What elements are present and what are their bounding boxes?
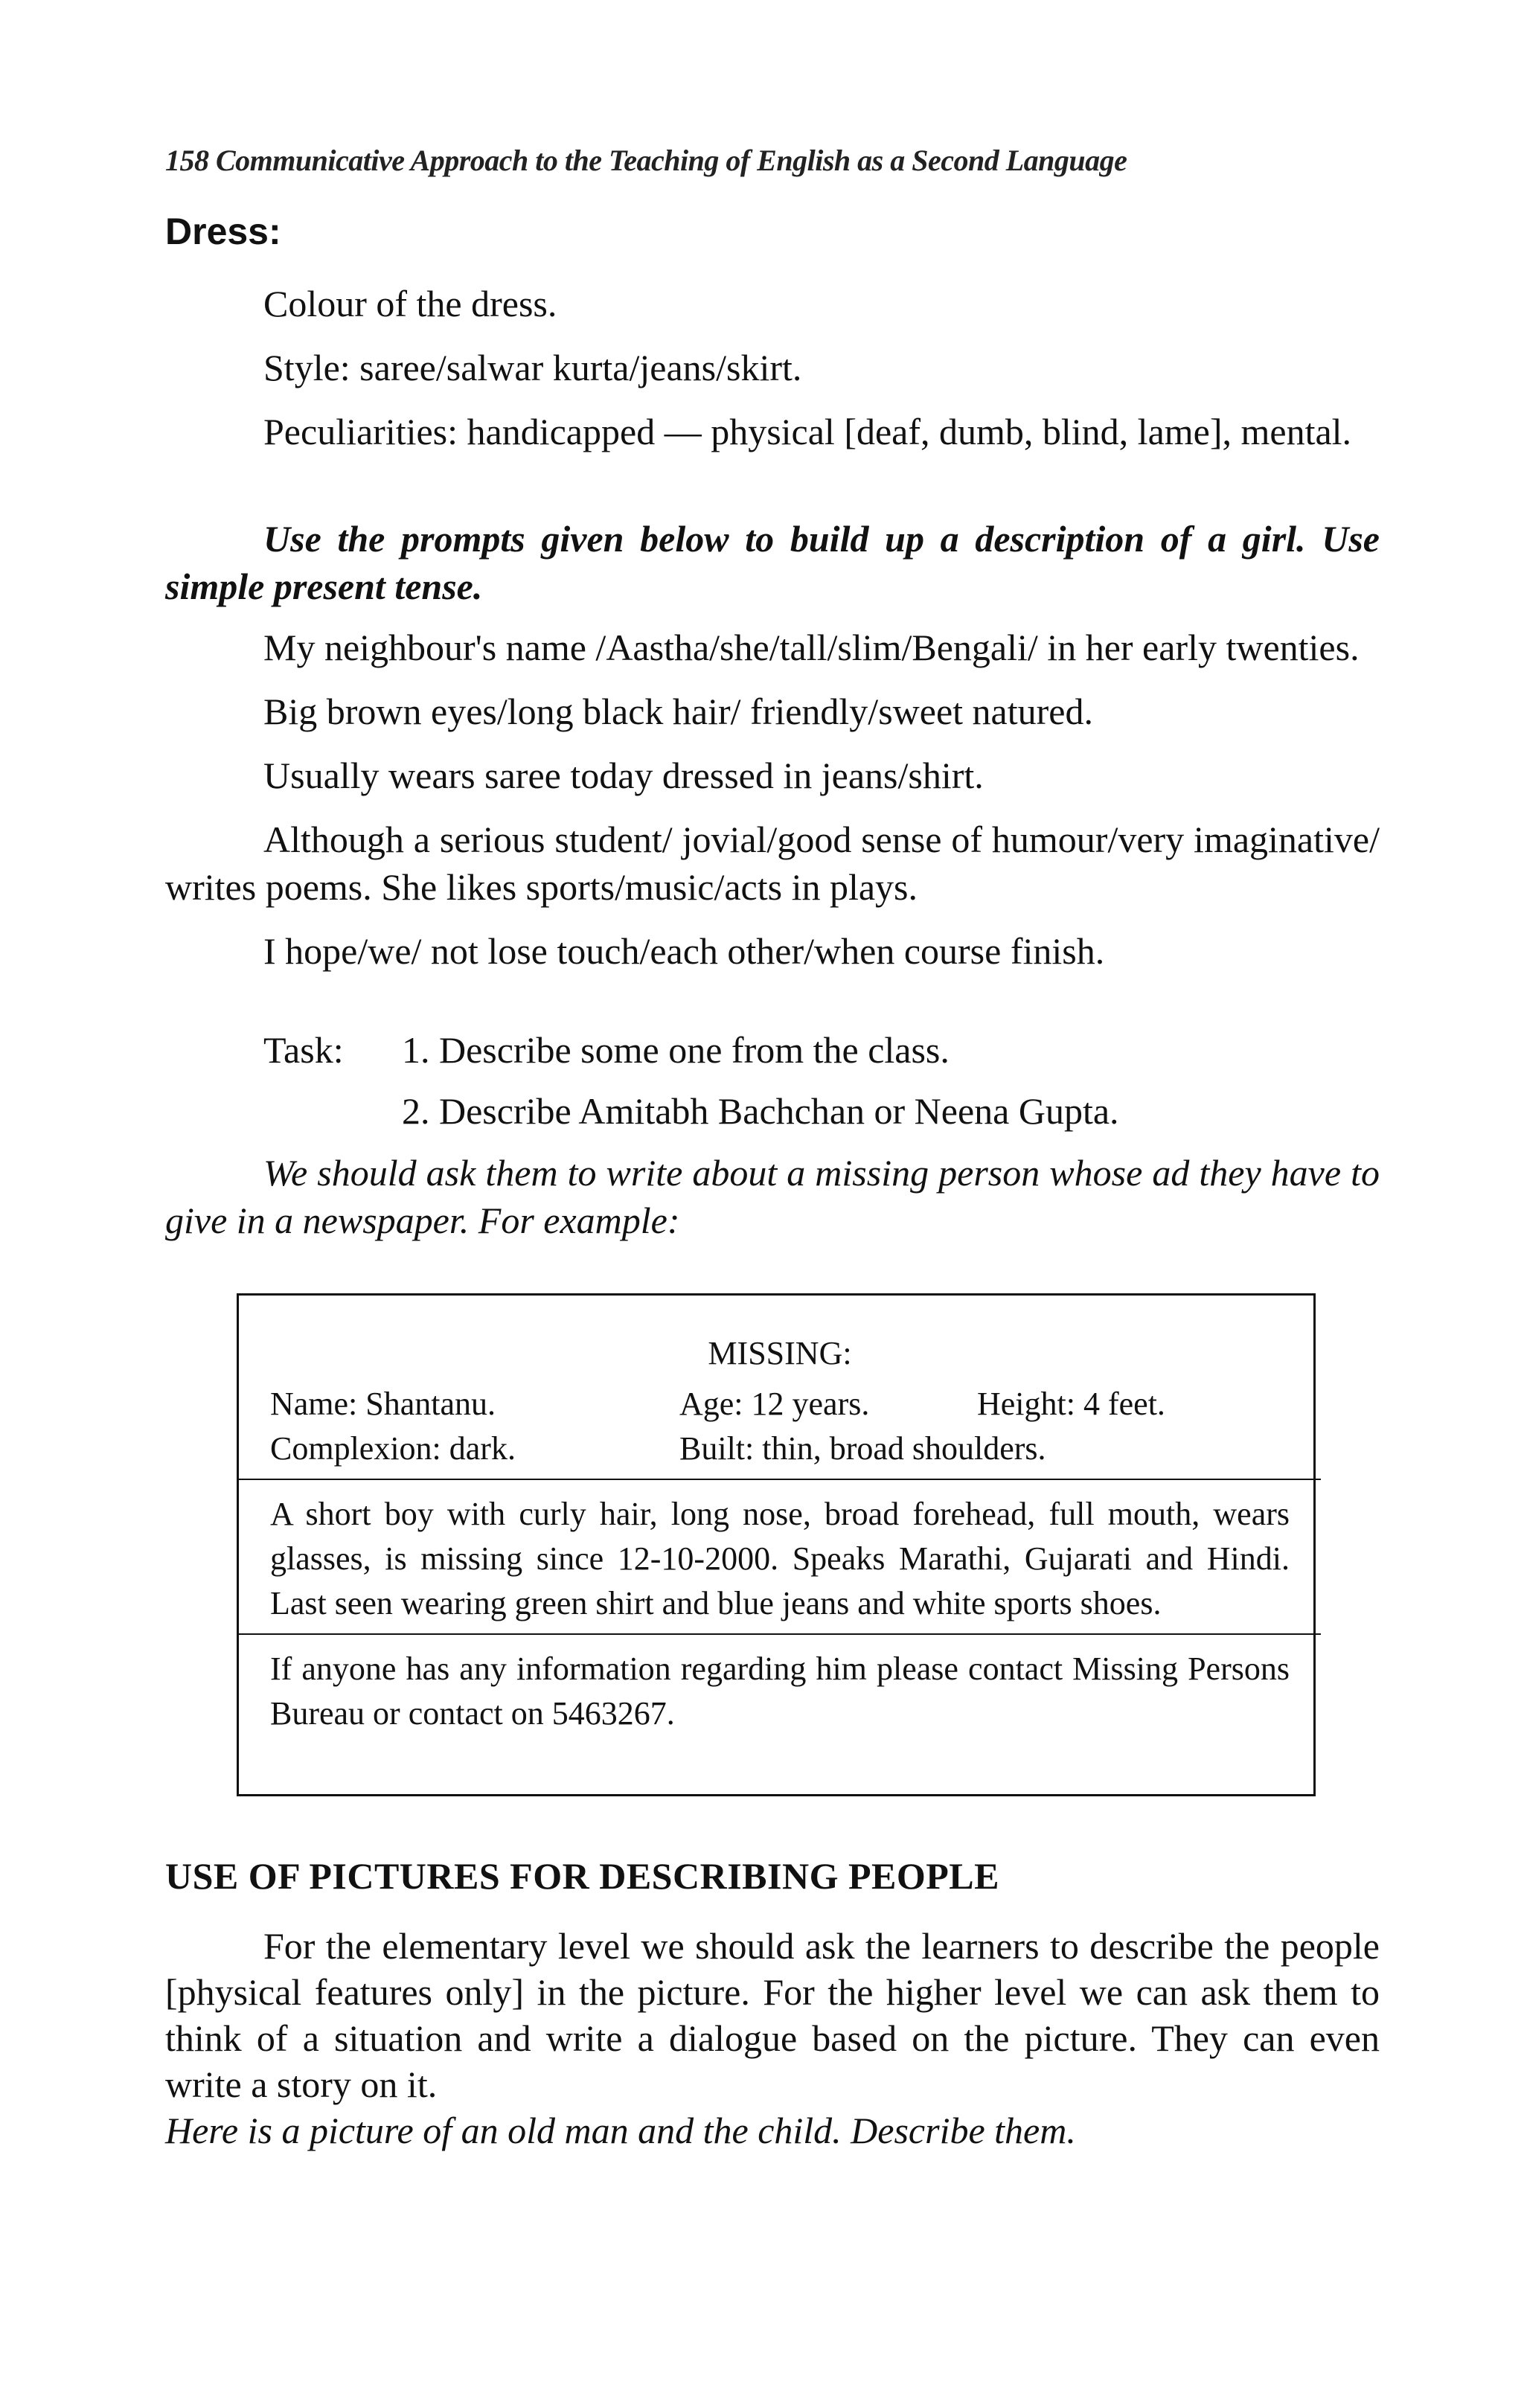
missing-name: Name: Shantanu. bbox=[270, 1386, 496, 1422]
missing-ad-title: MISSING: bbox=[708, 1335, 852, 1371]
missing-ad-divider bbox=[239, 1479, 1321, 1480]
task-label: Task: bbox=[263, 1029, 344, 1071]
missing-height: Height: 4 feet. bbox=[977, 1386, 1165, 1422]
section-paragraph: For the elementary level we should ask the learners to describe the people [physical features only] in the picture. For the higher level we can ask them to think of a situation and write a dialogue based on the picture. They can even write a story on it. bbox=[165, 1925, 1380, 2105]
missing-description: A short boy with curly hair, long nose, broad forehead, full mouth, wears glasses, is missing since 12-10-2000. Speaks Marathi, Gujarati and Hindi. Last seen wearing green shirt and blue jeans and white sports shoes. bbox=[270, 1496, 1290, 1621]
running-header: 158 Communicative Approach to the Teaching of English as a Second Language bbox=[165, 144, 1127, 177]
prompts-instruction-block bbox=[165, 515, 1380, 610]
section-instruction: Here is a picture of an old man and the child. Describe them. bbox=[165, 2110, 1076, 2151]
prompts-instruction: Use the prompts given below to build up a description of a girl. Use simple present tense. bbox=[165, 518, 1380, 607]
missing-ad-row bbox=[270, 1382, 1290, 1426]
prompt-item: I hope/we/ not lose touch/each other/when course finish. bbox=[263, 930, 1105, 972]
prompt-item: Big brown eyes/long black hair/ friendly/sweet natured. bbox=[263, 691, 1093, 732]
dress-style: Style: saree/salwar kurta/jeans/skirt. bbox=[263, 347, 802, 388]
dress-items bbox=[165, 280, 1380, 455]
section-body bbox=[165, 1923, 1380, 2154]
section-heading: USE OF PICTURES FOR DESCRIBING PEOPLE bbox=[165, 1855, 999, 1897]
missing-contact: If anyone has any information regarding him please contact Missing Persons Bureau or contact on 5463267. bbox=[270, 1650, 1290, 1732]
task-item: 2. Describe Amitabh Bachchan or Neena Gupta. bbox=[402, 1090, 1119, 1132]
prompt-item: My neighbour's name /Aastha/she/tall/slim/Bengali/ in her early twenties. bbox=[263, 627, 1360, 668]
missing-age: Age: 12 years. bbox=[679, 1386, 870, 1422]
missing-ad-row bbox=[270, 1426, 1290, 1471]
missing-instruction: We should ask them to write about a missing person whose ad they have to give in a newspaper. For example: bbox=[165, 1152, 1380, 1241]
prompt-item: Although a serious student/ jovial/good sense of humour/very imaginative/ writes poems. She likes sports/music/acts in plays. bbox=[165, 819, 1380, 908]
missing-built: Built: thin, broad shoulders. bbox=[679, 1430, 1046, 1467]
missing-complexion: Complexion: dark. bbox=[270, 1430, 516, 1467]
prompt-item: Usually wears saree today dressed in jeans/shirt. bbox=[263, 755, 984, 796]
missing-ad-content bbox=[270, 1296, 1290, 1736]
missing-ad-box bbox=[237, 1293, 1316, 1796]
dress-colour: Colour of the dress. bbox=[263, 283, 557, 324]
dress-peculiarities: Peculiarities: handicapped — physical [deaf, dumb, blind, lame], mental. bbox=[263, 411, 1352, 452]
prompts-list bbox=[165, 624, 1380, 975]
missing-ad-divider bbox=[239, 1633, 1321, 1635]
task-list bbox=[263, 1019, 1119, 1141]
missing-instruction-block bbox=[165, 1149, 1380, 1244]
dress-heading: Dress: bbox=[165, 211, 281, 252]
task-item: 1. Describe some one from the class. bbox=[402, 1029, 950, 1071]
